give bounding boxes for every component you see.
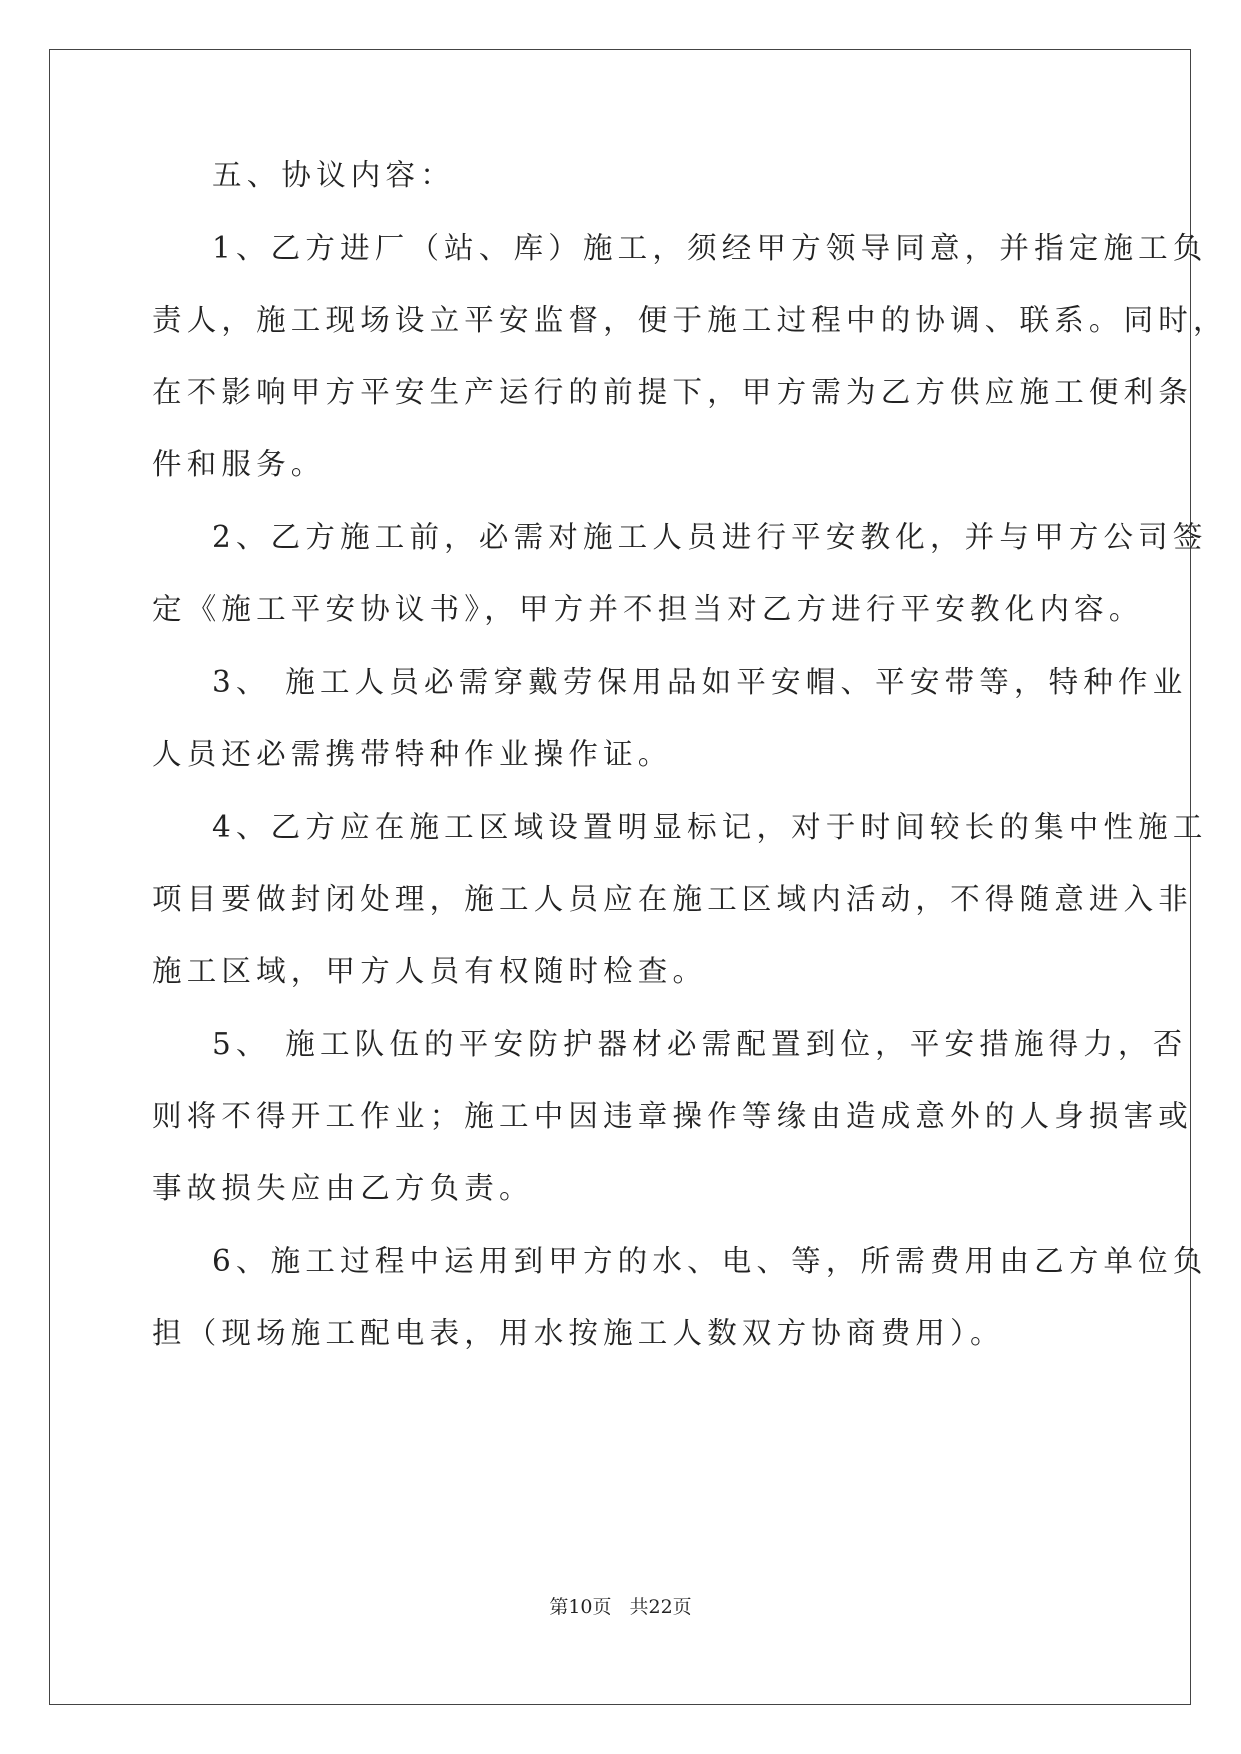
paragraph-line: 事故损失应由乙方负责。 (152, 1171, 534, 1205)
paragraph-line: 1、乙方进厂（站、库）施工，须经甲方领导同意，并指定施工负 (212, 231, 1208, 265)
paragraph-line: 件和服务。 (152, 447, 326, 481)
paragraph-line: 则将不得开工作业；施工中因违章操作等缘由造成意外的人身损害或 (152, 1099, 1194, 1133)
paragraph-line: 定《施工平安协议书》，甲方并不担当对乙方进行平安教化内容。 (152, 592, 1144, 626)
paragraph-line: 4、乙方应在施工区域设置明显标记，对于时间较长的集中性施工 (212, 810, 1208, 844)
page-number: 第10页 (549, 1596, 612, 1618)
paragraph-line: 3、 施工人员必需穿戴劳保用品如平安帽、平安带等，特种作业 (212, 665, 1188, 699)
page-footer (0, 1595, 1241, 1619)
paragraph-line: 6、施工过程中运用到甲方的水、电、等，所需费用由乙方单位负 (212, 1244, 1208, 1278)
paragraph-line: 项目要做封闭处理，施工人员应在施工区域内活动，不得随意进入非 (152, 882, 1194, 916)
paragraph-line: 在不影响甲方平安生产运行的前提下，甲方需为乙方供应施工便利条 (152, 375, 1194, 409)
section-heading: 五、协议内容： (212, 158, 455, 192)
paragraph-line: 责人，施工现场设立平安监督，便于施工过程中的协调、联系。同时， (152, 303, 1228, 337)
paragraph-line: 2、乙方施工前，必需对施工人员进行平安教化，并与甲方公司签 (212, 520, 1208, 554)
paragraph-line: 人员还必需携带特种作业操作证。 (152, 737, 673, 771)
paragraph-line: 5、 施工队伍的平安防护器材必需配置到位，平安措施得力，否 (212, 1027, 1188, 1061)
paragraph-line: 施工区域，甲方人员有权随时检查。 (152, 954, 708, 988)
page-border (49, 49, 1228, 1705)
paragraph-line: 担（现场施工配电表，用水按施工人数双方协商费用）。 (152, 1316, 1005, 1350)
page-total: 共22页 (629, 1596, 692, 1618)
